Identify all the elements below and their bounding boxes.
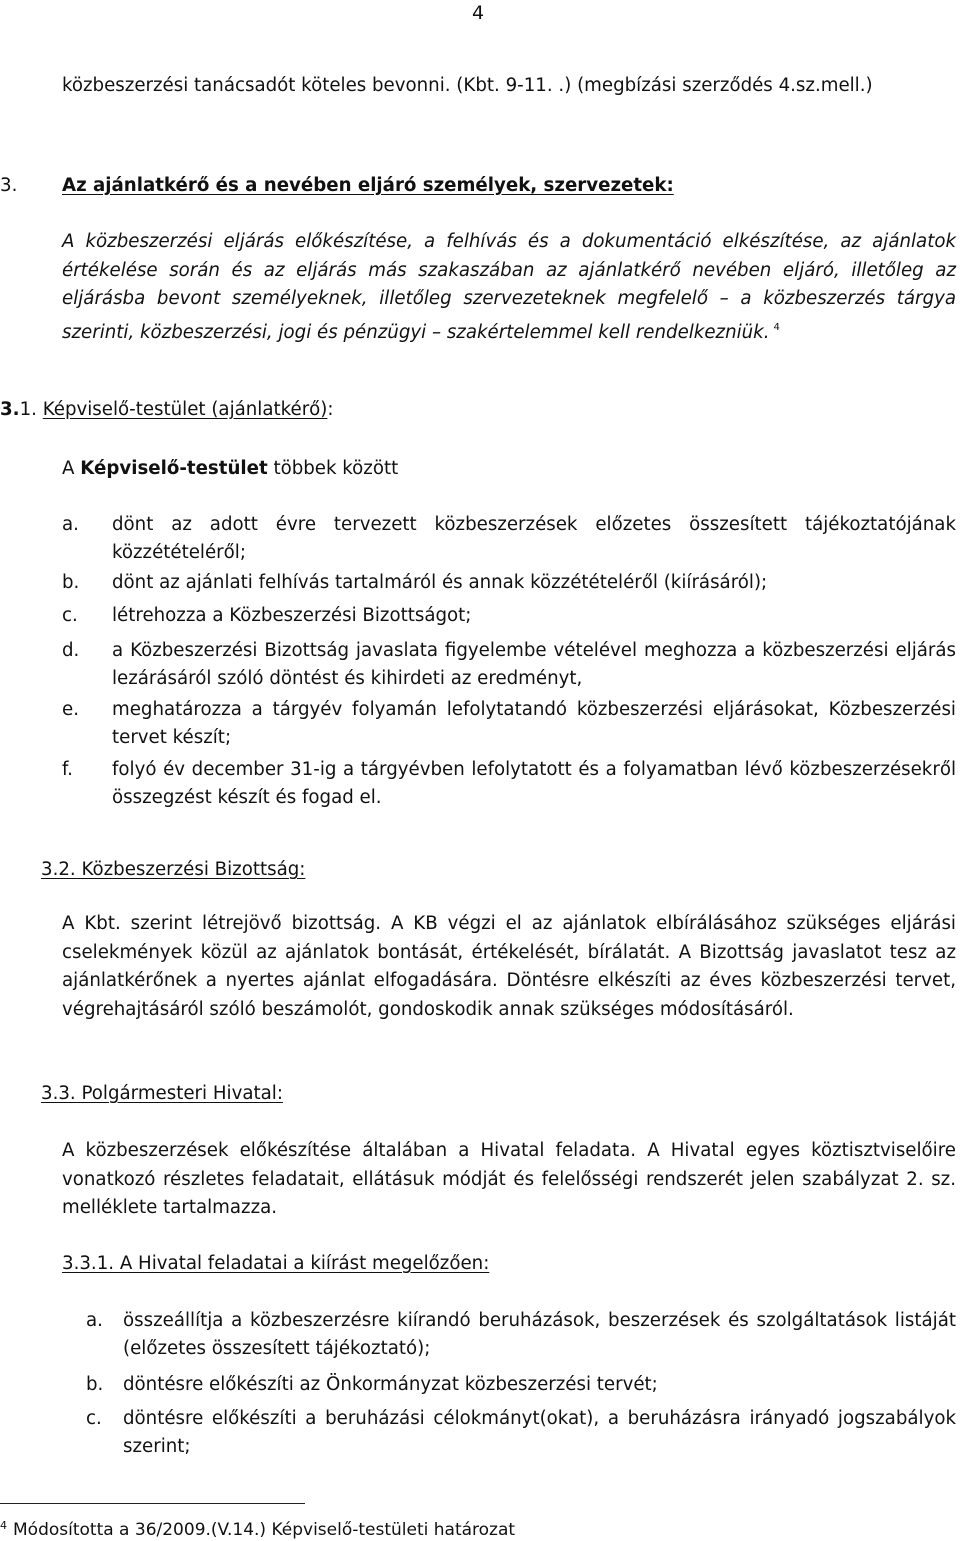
footnote-marker: 4 [0,1519,7,1532]
list-item-text: döntésre előkészíti a beruházási célokmányt(okat), a beruházásra irányadó jogszabályok szerint; [123,1408,956,1457]
page-number: 4 [472,2,485,24]
list-item [86,1371,956,1405]
section-3-1-intro-prefix: A [62,458,81,479]
list-item-text: dönt az adott évre tervezett közbeszerzések előzetes összesített tájékoztatójának közzétételéről; [112,514,956,563]
list-item [62,637,956,696]
list-item [62,569,956,602]
list-item-marker: d. [62,640,80,661]
list-item-text: dönt az ajánlati felhívás tartalmáról és annak közzétételéről (kiírásáról); [112,572,768,593]
section-3-3-paragraph: A közbeszerzések előkészítése általában a Hivatal feladata. A Hivatal egyes köztisztviselőire vonatkozó részletes feladatait, ellátásuk módját és felelősségi rendszerét jelen szabályzat 2. sz. melléklete tartalmazza. [62,1140,956,1218]
footnote-separator [0,1503,305,1504]
list-item-marker: c. [86,1408,102,1429]
section-3-1-heading [0,396,334,424]
list-item-marker: f. [62,759,73,780]
section-3-1-title: Képviselő-testület (ajánlatkérő) [42,399,328,420]
list-item-marker: b. [62,572,80,593]
section-3-1-intro-suffix: többek között [267,458,399,479]
section-3-2-paragraph: A Kbt. szerint létrejövő bizottság. A KB végzi el az ajánlatok elbírálásához szükséges eljárási cselekmények közül az ajánlatok bontását, értékelését, bírálatát. A Bizottság javaslatot tesz az ajánlatkérőnek a nyertes ajánlat elfogadására. Döntésre elkészíti az éves közbeszerzési tervet, végrehajtásáról szóló beszámolót, gondoskodik annak szükséges módosításáról. [62,913,956,1020]
section-3-1-intro-bold: Képviselő-testület [80,458,268,479]
list-item-text: a Közbeszerzési Bizottság javaslata figyelembe vételével meghozza a közbeszerzési eljárás lezárásáról szóló döntést és kihirdeti az eredményt, [112,640,956,689]
section-3-number: 3. [0,175,18,196]
list-item [62,602,956,637]
section-3-1-colon: : [327,399,334,420]
list-item-text: meghatározza a tárgyév folyamán lefolytatandó közbeszerzési eljárásokat, Közbeszerzési tervet készít; [112,699,956,748]
section-3-1-number-rest: 1. [19,399,37,420]
section-3-title: Az ajánlatkérő és a nevében eljáró személyek, szervezetek: [62,175,674,196]
section-3-1-number-bold: 3. [0,399,20,420]
section-3-3-heading: 3.3. Polgármesteri Hivatal: [41,1083,283,1104]
list-item-marker: a. [62,514,79,535]
list-item [86,1307,956,1371]
list-item-marker: a. [86,1310,103,1331]
section-3-3-1-list [86,1307,956,1463]
intro-paragraph: közbeszerzési tanácsadót köteles bevonni. (Kbt. 9-11. .) (megbízási szerződés 4.sz.mell.) [62,75,873,96]
section-3-3-1-heading: 3.3.1. A Hivatal feladatai a kiírást megelőzően: [62,1253,490,1274]
list-item [86,1405,956,1463]
footnote [0,1515,515,1541]
list-item-marker: c. [62,605,78,626]
section-3-1-intro [62,455,398,483]
list-item-text: összeállítja a közbeszerzésre kiírandó beruházások, beszerzések és szolgáltatások listáját (előzetes összesített tájékoztató); [123,1310,956,1359]
section-3-paragraph-text: A közbeszerzési eljárás előkészítése, a felhívás és a dokumentáció elkészítése, az ajánlatok értékelése során és az eljárás más szakaszában az ajánlatkérő nevében eljáró, illetőleg az eljárásba bevont személyeknek, illetőleg szervezeteknek megfelelő – a közbeszerzés tárgya szerinti, közbeszerzési, jogi és pénzügyi – szakértelemmel kell rendelkezniük. [62,231,956,343]
list-item-text: létrehozza a Közbeszerzési Bizottságot; [112,605,472,626]
list-item [62,696,956,756]
footnote-text: Módosította a 36/2009.(V.14.) Képviselő-testületi határozat [13,1520,516,1540]
list-item-marker: e. [62,699,79,720]
list-item-marker: b. [86,1374,104,1395]
list-item-text: döntésre előkészíti az Önkormányzat közbeszerzési tervét; [123,1374,658,1395]
list-item-text: folyó év december 31-ig a tárgyévben lefolytatott és a folyamatban lévő közbeszerzésekről összegzést készít és fogad el. [112,759,956,808]
list-item [62,756,956,814]
section-3-2-heading: 3.2. Közbeszerzési Bizottság: [41,859,306,880]
footnote-reference: 4 [773,321,780,333]
section-3-1-list [62,511,956,814]
section-3-paragraph [62,228,956,347]
list-item [62,511,956,569]
